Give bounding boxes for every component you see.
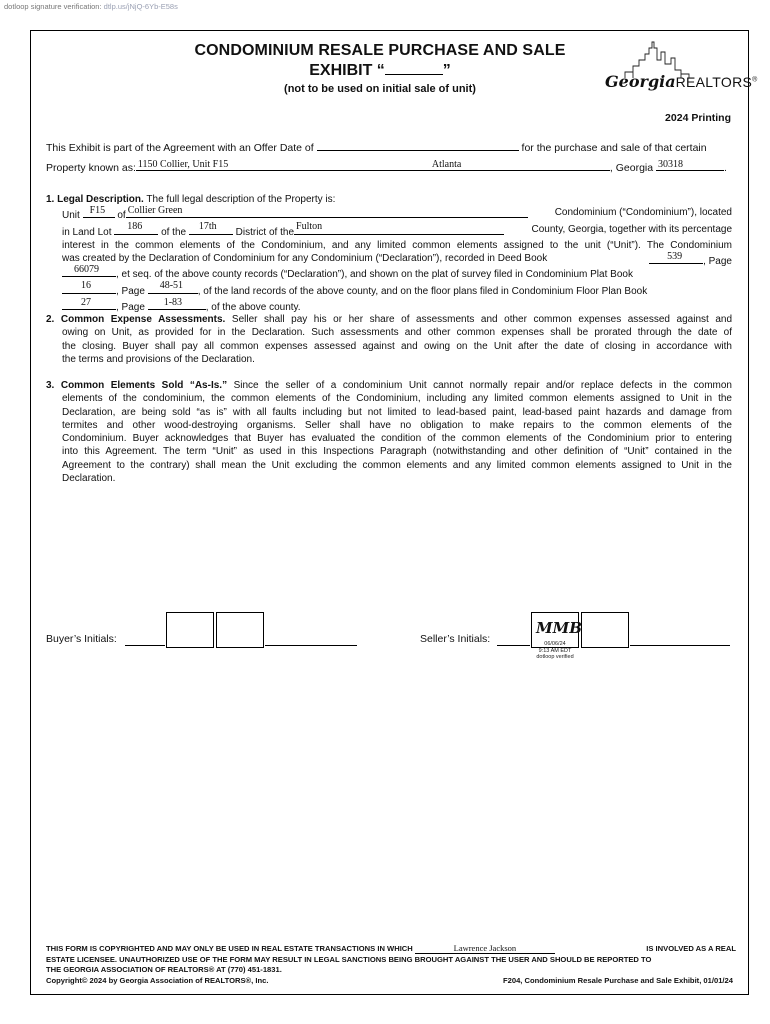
unit-label: Unit [62,210,80,222]
buyer-initials-line [125,645,165,646]
buyer-initials-box-1[interactable] [166,612,214,648]
exhibit-title [130,61,630,80]
district-field[interactable] [189,223,233,235]
footer-copyright: Copyright© 2024 by Georgia Association of REALTORS®, Inc. [46,975,269,985]
common-expense-section [46,313,732,366]
county-value: Fulton [296,221,323,233]
unit-field[interactable] [83,206,115,218]
common-elements-line: Since the seller of a condominium Unit cannot normally repair and/or replace defects in the common [233,380,732,391]
floor-page-value: 1-83 [163,296,183,308]
deed-book-field[interactable] [649,252,703,264]
condo-suffix: Condominium (“Condominium”), located [554,207,732,219]
unit-value: F15 [89,205,106,216]
common-expense-line: Seller shall pay his or her share of assessments and other common expenses assessed against and [231,314,733,325]
deed-page-label: , Page [703,256,732,268]
common-expense-line: owing on Unit, as provided for in the Declaration. Such assessments and other common expenses shall be prorated through the date of [62,327,732,339]
state-label: , Georgia [609,162,654,174]
form-id: F204, Condominium Resale Purchase and Sale Exhibit, 01/01/24 [502,976,733,985]
dotloop-verification [4,2,178,11]
verification-label: dotloop signature verification: [4,2,102,11]
floor-page-field[interactable] [148,298,206,310]
zip-field[interactable] [656,159,724,171]
legal-heading: 1. Legal Description. [46,194,144,205]
common-elements-line: Declaration, are being sold “as is” with all faults including but not limited to lead-based paint, lead-based paint hazards and damage from [62,406,732,418]
seller-initials-stamp [522,641,588,661]
legal-description-section [46,193,732,314]
deed-page-field[interactable] [62,265,116,277]
seller-initials-verified: dotloop verified [536,654,574,660]
property-label: Property known as: [46,162,136,174]
form-title: CONDOMINIUM RESALE PURCHASE AND SALE [194,42,566,59]
common-expense-line: the closing. Buyer shall pay all common expenses assessed against and owing on the Unit after the date of closing in accordance with [62,340,732,352]
form-frame [30,30,749,995]
seller-initials-line [630,645,730,646]
deed-book-value: 539 [667,250,683,262]
plat-book-field[interactable] [62,282,116,294]
floor-book-field[interactable] [62,298,116,310]
city-field[interactable] [428,159,610,171]
offer-date-field[interactable] [317,139,519,151]
legal-line-7: , of the above county. [205,302,301,314]
logo-brand: REALTORS [675,74,753,90]
printing-year: 2024 Printing [665,112,731,124]
georgia-realtors-logo [605,40,758,102]
offer-date-label: This Exhibit is part of the Agreement with an Offer Date of [46,142,314,154]
common-elements-section [46,379,732,485]
legal-line-3: interest in the common elements of the Condominium, and any limited common elements assigned to the unit (“Unit”). The Condominium [62,239,732,251]
floor-book-value: 27 [81,296,91,308]
property-address-value: 1150 Collier, Unit F15 [137,159,229,170]
plat-page-value: 48-51 [159,280,184,292]
legal-line-6: , of the land records of the above county, and on the floor plans filed in Condominium Floor Plan Book [197,285,648,297]
logo-wordmark [605,72,757,91]
footer-line-2: ESTATE LICENSEE. UNAUTHORIZED USE OF THE FORM MAY RESULT IN LEGAL SANCTIONS BEING BROUGHT AGAINST THE USER AND SHOULD BE REPORTED TO [46,954,652,964]
verification-link[interactable]: dtlp.us/jNjQ-6Yb-E58s [103,2,178,11]
common-elements-line: termites and other wood-destroying organisms. Seller shall have no obligation to make repairs to the common elements of the [62,419,732,431]
seller-initials-date: 06/06/24 [544,641,566,647]
legal-line-5: , et seq. of the above county records (“Declaration”), and shown on the plat of survey filed in Condominium Plat Book [116,269,633,281]
land-lot-value: 186 [127,221,143,233]
seller-initials-signature: MMB [536,619,582,637]
legal-lead: The full legal description of the Property is: [146,194,336,205]
seller-initials-label: Seller’s Initials: [420,633,491,645]
footer-line-3: THE GEORGIA ASSOCIATION OF REALTORS® AT (770) 451-1831. [46,965,282,974]
land-lot-field[interactable] [114,223,158,235]
footer-line-1: THIS FORM IS COPYRIGHTED AND MAY ONLY BE USED IN REAL ESTATE TRANSACTIONS IN WHICH [46,944,413,953]
buyer-initials-box-2[interactable] [216,612,264,648]
common-elements-line: elements of the condominium, the common elements of the Condominium, including any limited common elements assigned to Unit in the [62,393,732,405]
buyer-initials-line [265,645,357,646]
common-elements-line: Declaration. [62,473,116,485]
district-label: District of the [235,226,295,238]
exhibit-suffix: ” [442,62,451,79]
condo-name-value: Collier Green [127,205,183,216]
common-elements-line: Agreement to the contrary) shall mean the Unit excluding the common elements and any limited common elements assigned to Unit in the [62,459,732,471]
plat-page-field[interactable] [148,282,198,294]
offer-date-suffix: for the purchase and sale of that certain [521,142,707,154]
form-subtitle: (not to be used on initial sale of unit) [284,83,476,95]
property-line: Property known as: 1150 Collier, Unit F15 Atlanta , Georgia 30318 . [46,159,727,174]
footer-agent-name: Lawrence Jackson [415,944,555,954]
common-expense-line: the terms and provisions of the Declaration. [62,353,255,365]
seller-initials-time: 9:13 AM EDT [538,647,572,654]
zip-value: 30318 [658,159,684,170]
exhibit-prefix: EXHIBIT “ [309,62,385,79]
plat-page-label: , Page [116,285,145,297]
common-expense-heading: 2. Common Expense Assessments. [46,314,226,325]
property-address-field[interactable] [136,159,428,171]
county-field[interactable] [294,223,504,235]
offer-date-line [46,139,707,154]
seller-initials-box-2[interactable] [581,612,629,648]
city-value: Atlanta [431,159,462,170]
district-value: 17th [198,221,217,233]
of-the-label: of the [161,226,187,238]
legal-line-4: was created by the Declaration of Condominium for any Condominium (“Declaration”), recorded in Deed Book [62,253,548,265]
buyer-initials-label: Buyer’s Initials: [46,633,117,645]
of-label: of [117,210,126,222]
common-elements-line: Condominium. Buyer acknowledges that Buyer has evaluated the condition of the common elements of the Condominium prior to entering [62,433,732,445]
common-elements-line: into this Agreement. The term “Unit” as used in this Inspections Paragraph (notwithstanding and other definition of “Unit” contained in the [62,446,732,458]
common-elements-heading: 3. Common Elements Sold “As-Is.” [46,380,228,391]
plat-book-value: 16 [81,280,91,292]
county-suffix: County, Georgia, together with its percentage [531,223,732,235]
deed-page-value: 66079 [74,264,99,276]
floor-page-label: , Page [116,302,145,314]
condo-name-field[interactable] [126,206,528,218]
logo-registered-mark: ® [752,76,758,84]
logo-script: Georgia [605,72,676,91]
footer-line-1-suffix: IS INVOLVED AS A REAL [646,944,736,953]
exhibit-letter-field[interactable] [385,61,443,75]
land-lot-label: in Land Lot [62,226,112,238]
